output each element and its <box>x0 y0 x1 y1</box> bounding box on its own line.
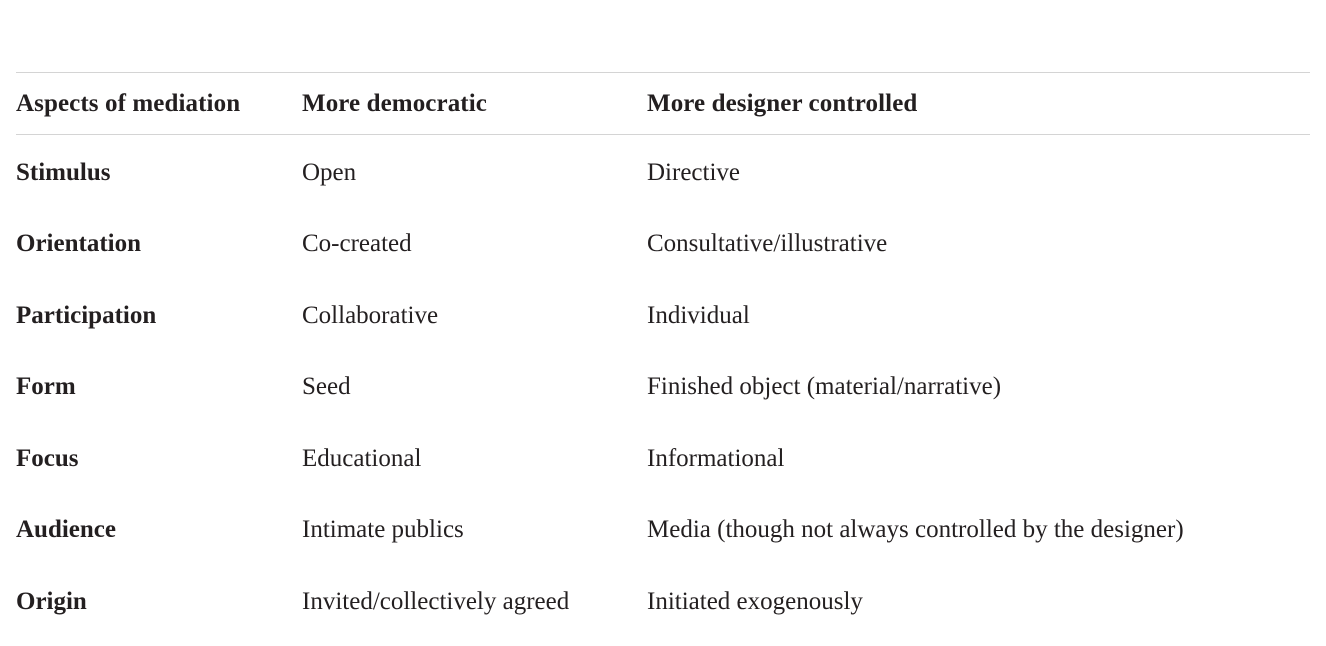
cell-democratic: Intimate publics <box>302 516 464 543</box>
cell-aspect: Origin <box>16 587 87 615</box>
column-header-more-designer-controlled: More designer controlled <box>647 90 918 117</box>
column-header-aspects: Aspects of mediation <box>16 90 241 117</box>
cell-controlled: Initiated exogenously <box>647 587 863 615</box>
table-row <box>16 423 1310 495</box>
cell-controlled: Media (though not always controlled by the designer) <box>647 516 1184 543</box>
table-header <box>16 73 1310 135</box>
cell-controlled: Finished object (material/narrative) <box>647 373 1002 400</box>
table-row <box>16 494 1310 566</box>
table-body <box>16 134 1310 637</box>
cell-controlled: Individual <box>647 301 750 329</box>
cell-aspect: Form <box>16 373 76 400</box>
cell-aspect: Participation <box>16 301 157 329</box>
column-header-more-democratic: More democratic <box>302 90 487 117</box>
cell-democratic: Seed <box>302 373 351 400</box>
cell-democratic: Co-created <box>302 230 412 257</box>
cell-controlled: Directive <box>647 158 741 186</box>
cell-democratic: Collaborative <box>302 301 439 329</box>
cell-democratic: Open <box>302 158 357 186</box>
table-row <box>16 208 1310 280</box>
cell-aspect: Stimulus <box>16 158 111 186</box>
cell-aspect: Audience <box>16 516 116 543</box>
top-spacer <box>16 0 1310 72</box>
table-row <box>16 134 1310 208</box>
mediation-table <box>16 72 1310 637</box>
cell-aspect: Orientation <box>16 230 141 257</box>
cell-controlled: Informational <box>647 444 785 472</box>
table-row <box>16 351 1310 423</box>
table-header-row <box>16 73 1310 135</box>
cell-aspect: Focus <box>16 444 79 472</box>
cell-democratic: Invited/collectively agreed <box>302 587 570 615</box>
table-row <box>16 280 1310 352</box>
cell-democratic: Educational <box>302 444 422 472</box>
cell-controlled: Consultative/illustrative <box>647 230 888 257</box>
table-row <box>16 566 1310 638</box>
